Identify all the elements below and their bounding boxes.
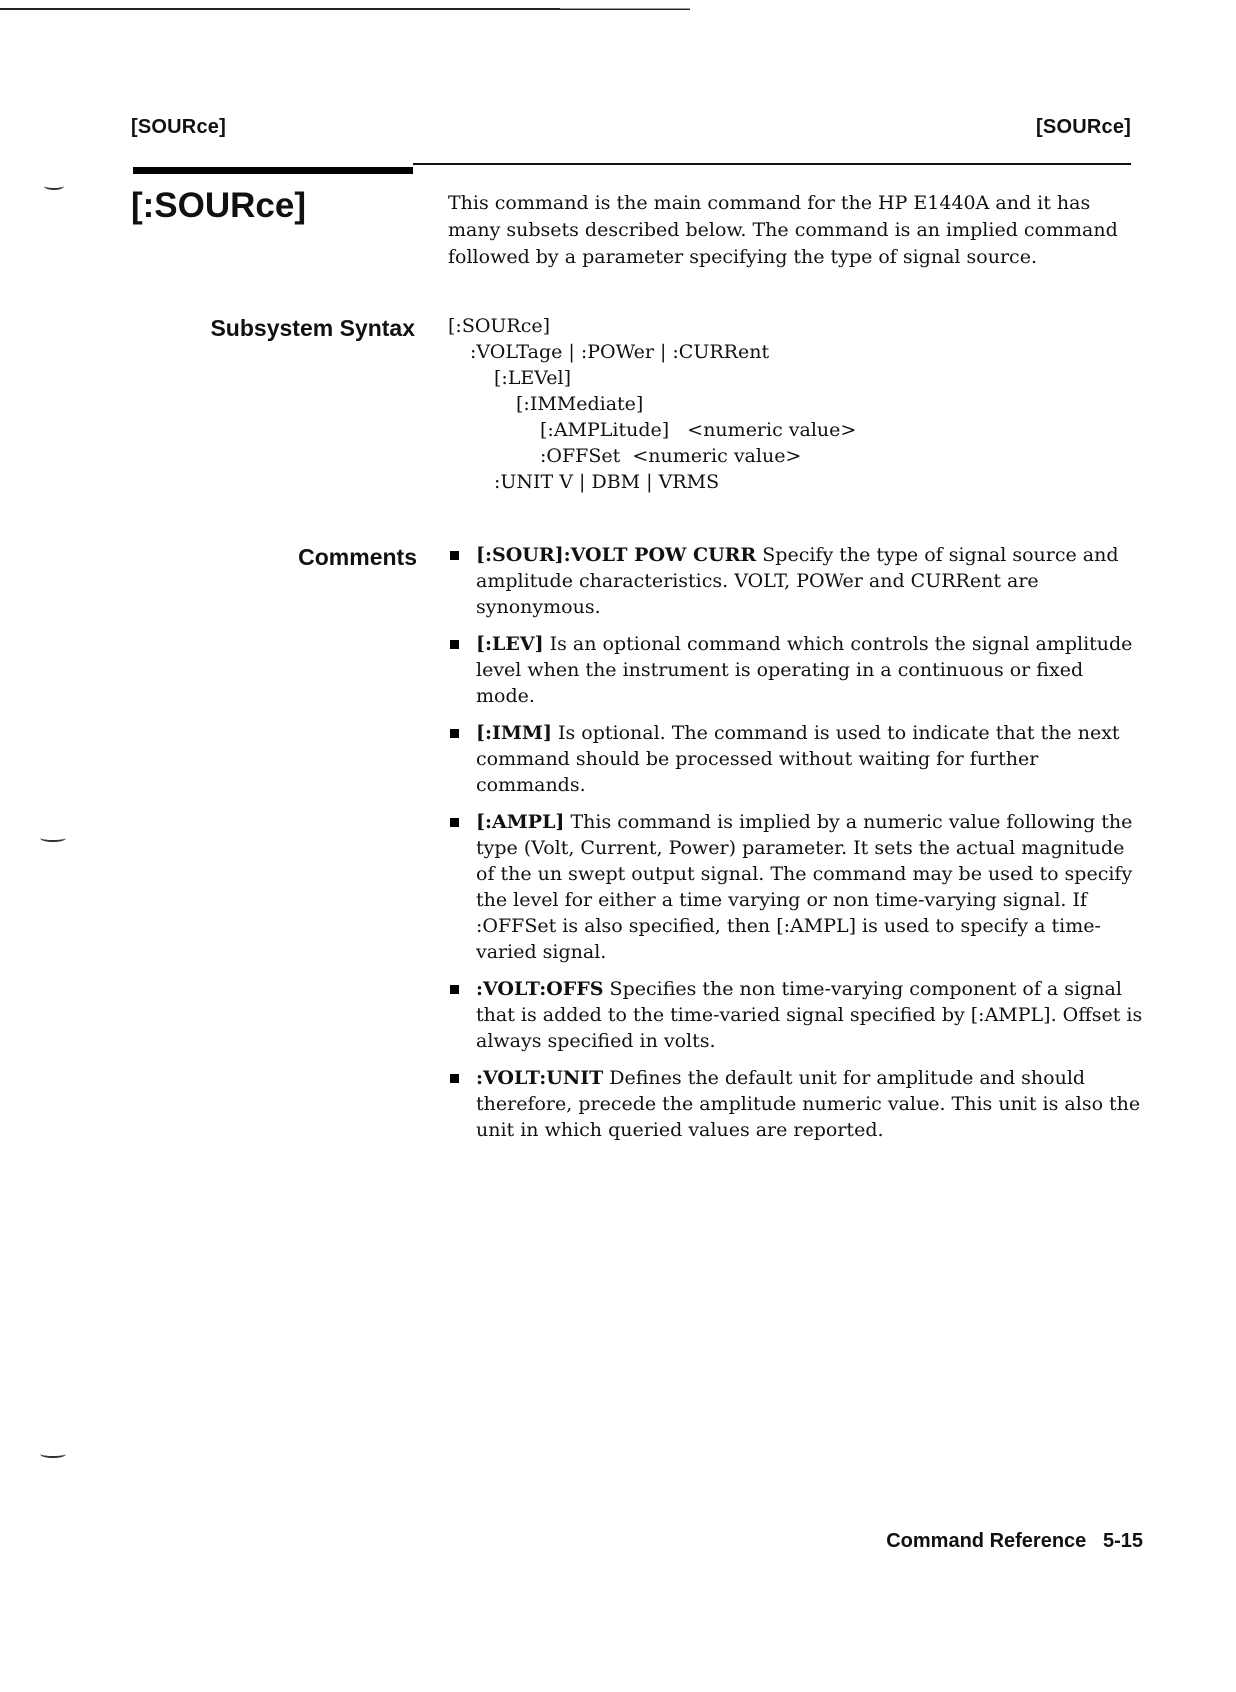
bullet-square-icon [450,729,459,738]
comment-keyword: [:AMPL] [476,811,565,833]
comment-keyword: :VOLT:UNIT [476,1067,604,1089]
comments-label: Comments [298,544,417,570]
syntax-line: [:SOURce] [448,315,551,337]
comment-text: Is optional. The command is used to indicate that the next command should be processed without waiting for further commands. [476,722,1120,796]
binder-hole-mark [40,1450,66,1458]
running-header-right: [SOURce] [1036,116,1131,138]
syntax-block [448,313,856,495]
bullet-square-icon [450,1074,459,1083]
comment-item [448,809,1148,965]
comment-item [448,631,1148,709]
syntax-line: :OFFSet <numeric value> [540,445,802,467]
bullet-square-icon [450,818,459,827]
comment-text: Defines the default unit for amplitude and should therefore, precede the amplitude numeric value. This unit is also the unit in which queried values are reported. [476,1067,1141,1141]
comment-item [448,1065,1148,1143]
top-rule-tail [560,8,690,9]
comment-keyword: [:IMM] [476,722,552,744]
syntax-line: [:LEVel] [494,367,572,389]
comment-text: Specifies the non time-varying component of a signal that is added to the time-varied signal specified by [:AMPL]. Offset is always specified in volts. [476,978,1143,1052]
comment-text: Is an optional command which controls the signal amplitude level when the instrument is operating in a continuous or fixed mode. [476,633,1133,707]
bullet-square-icon [450,640,459,649]
comment-item [448,542,1148,620]
bullet-square-icon [450,985,459,994]
page-footer: Command Reference 5-15 [886,1530,1143,1552]
page-title: [:SOURce] [131,186,307,225]
comment-text: This command is implied by a numeric value following the type (Volt, Current, Power) parameter. It sets the actual magnitude of the un swept output signal. The command may be used to specify the level for either a time varying or non time-varying signal. If :OFFSet is also specified, then [:AMPL] is used to specify a time-varied signal. [476,811,1133,963]
syntax-line: [:IMMediate] [516,393,644,415]
syntax-line: :VOLTage | :POWer | :CURRent [470,341,770,363]
comment-keyword: [:SOUR]:VOLT POW CURR [476,544,757,566]
syntax-line: [:AMPLitude] <numeric value> [540,419,857,441]
running-header-left: [SOURce] [131,116,226,138]
binder-hole-mark [40,834,66,842]
binder-hole-mark [44,182,64,190]
section-rule-thick [133,167,413,174]
comment-keyword: :VOLT:OFFS [476,978,604,1000]
comment-item [448,720,1148,798]
syntax-line: :UNIT V | DBM | VRMS [494,471,720,493]
syntax-label: Subsystem Syntax [210,315,415,341]
comment-item [448,976,1148,1054]
bullet-square-icon [450,551,459,560]
comments-list [448,542,1148,1154]
comment-keyword: [:LEV] [476,633,544,655]
comment-text: Specify the type of signal source and amplitude characteristics. VOLT, POWer and CURRent are synonymous. [476,544,1119,618]
intro-paragraph: This command is the main command for the HP E1440A and it has many subsets described below. The command is an implied command followed by a parameter specifying the type of signal source. [448,192,1118,268]
section-rule-thin [413,163,1131,165]
